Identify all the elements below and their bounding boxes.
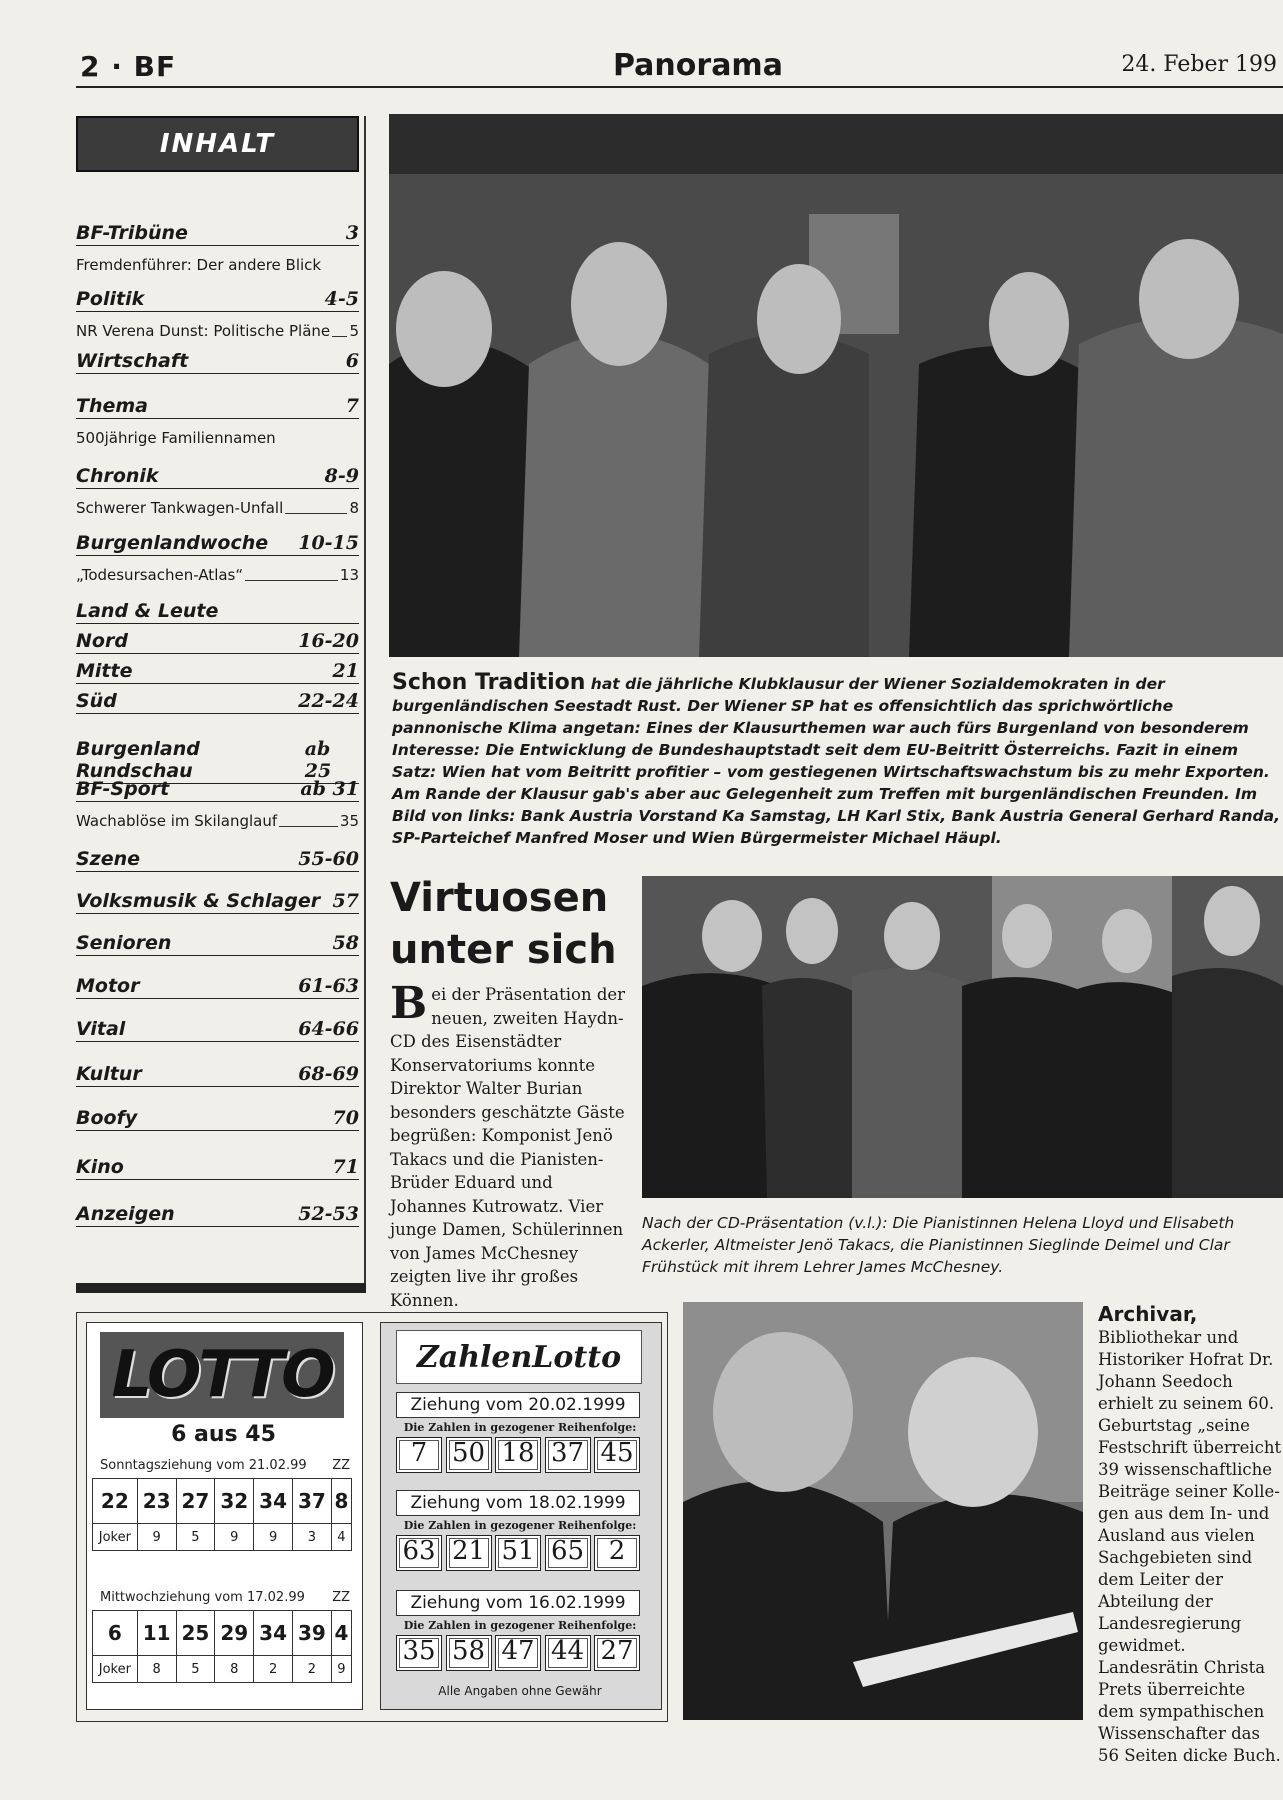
toc-subentry-label: Schwerer Tankwagen-Unfall xyxy=(76,499,284,517)
toc-entry-title: Kino xyxy=(76,1156,124,1178)
caption-cd-praesentation: Nach der CD-Präsentation (v.l.): Die Pianistinnen Helena Lloyd und Elisabeth Ackerler, Altmeister Jenö Takacs, die Pianistinnen Sieglinde Deimel und Clar Frühstück mit ihrem Lehrer James McChesney. xyxy=(642,1214,1235,1276)
toc-entry-title: Chronik xyxy=(76,465,159,487)
lotto-draw-table xyxy=(92,1478,352,1551)
toc-entry xyxy=(76,778,359,830)
toc-entry-page: 64-66 xyxy=(298,1018,359,1040)
toc-entry-page: 70 xyxy=(332,1107,359,1129)
toc-entry-title: Thema xyxy=(76,395,148,417)
toc-entry-heading xyxy=(76,288,359,312)
zl-number: 2 xyxy=(594,1535,640,1571)
toc-subentry-page: 5 xyxy=(349,322,359,340)
photo-group-of-men xyxy=(389,114,1283,657)
toc-entry-title: Burgenland Rundschau xyxy=(76,738,200,782)
photo-book-handover xyxy=(683,1302,1083,1720)
toc-entry-page: 57 xyxy=(332,890,359,912)
toc-entry-title: Motor xyxy=(76,975,140,997)
lotto-number: 22 xyxy=(93,1479,138,1524)
toc-entry xyxy=(76,690,359,714)
lotto-number: 34 xyxy=(254,1479,293,1524)
toc-leader-line xyxy=(285,513,347,514)
toc-entry xyxy=(76,932,359,956)
toc-entry-heading xyxy=(76,778,359,802)
photo-klubklausur xyxy=(389,114,1283,657)
toc-entry-heading xyxy=(76,532,359,556)
lotto-number: 27 xyxy=(176,1479,215,1524)
zl-number: 63 xyxy=(396,1535,442,1571)
toc-entry xyxy=(76,1107,359,1131)
toc-subentry-page: 8 xyxy=(349,499,359,517)
toc-entry-title: Land & Leute xyxy=(76,600,219,622)
toc-entry-heading xyxy=(76,1018,359,1042)
toc-entry-heading xyxy=(76,1107,359,1131)
toc-entry-title: Vital xyxy=(76,1018,126,1040)
toc-entry-title: Politik xyxy=(76,288,145,310)
photo-festschrift xyxy=(683,1302,1083,1720)
zl-number: 51 xyxy=(495,1535,541,1571)
toc-entry-page: 6 xyxy=(345,350,359,372)
zl-number: 44 xyxy=(545,1635,591,1671)
lotto-number: 39 xyxy=(293,1611,332,1656)
toc-entry-heading xyxy=(76,660,359,684)
toc-entry-title: Nord xyxy=(76,630,128,652)
zl-number-row xyxy=(396,1635,640,1671)
toc-subentry xyxy=(76,566,359,584)
toc-subentry-page: 13 xyxy=(339,566,359,584)
toc-entry-heading xyxy=(76,1203,359,1227)
joker-digit: 2 xyxy=(254,1656,293,1683)
toc-subentry xyxy=(76,429,359,447)
toc-entry-heading xyxy=(76,600,359,624)
toc-subentry-page: 35 xyxy=(339,812,359,830)
lotto-number: 32 xyxy=(215,1479,254,1524)
zl-number-row xyxy=(396,1535,640,1571)
toc-entry xyxy=(76,465,359,517)
zahlenlotto-logo: ZahlenLotto xyxy=(396,1330,642,1384)
toc-entry-page: 55-60 xyxy=(298,848,359,870)
toc-entry xyxy=(76,848,359,872)
toc-subentry xyxy=(76,322,359,340)
toc-entry-page: 68-69 xyxy=(298,1063,359,1085)
toc-entry-heading xyxy=(76,848,359,872)
lotto-number: 34 xyxy=(254,1611,293,1656)
joker-digit: 4 xyxy=(331,1524,351,1551)
toc-entry-title: BF-Tribüne xyxy=(76,222,188,244)
toc-entry-title: Süd xyxy=(76,690,117,712)
toc-entry-page: 10-15 xyxy=(298,532,359,554)
zl-draw-title: Ziehung vom 16.02.1999 xyxy=(396,1590,640,1616)
zl-draw-sub: Die Zahlen in gezogener Reihenfolge: xyxy=(403,1619,637,1632)
toc-entry xyxy=(76,600,359,624)
toc-subentry xyxy=(76,812,359,830)
toc-entry-heading xyxy=(76,932,359,956)
toc-entry-title: Kultur xyxy=(76,1063,142,1085)
lotto-draw-table xyxy=(92,1610,352,1683)
toc-entry-title: Szene xyxy=(76,848,141,870)
toc-entry xyxy=(76,975,359,999)
zl-draw-title: Ziehung vom 20.02.1999 xyxy=(396,1392,640,1418)
zl-number: 50 xyxy=(446,1437,492,1473)
toc-entry-page: 4-5 xyxy=(324,288,359,310)
joker-digit: 8 xyxy=(215,1656,254,1683)
toc-entry-heading xyxy=(76,465,359,489)
toc-bottom-bar xyxy=(76,1283,366,1293)
toc-subentry-label: Wachablöse im Skilanglauf xyxy=(76,812,278,830)
toc-entry-page: 22-24 xyxy=(298,690,359,712)
toc-entry xyxy=(76,288,359,340)
drop-cap: B xyxy=(390,978,428,1029)
toc-entry-page: 61-63 xyxy=(298,975,359,997)
joker-digit: 9 xyxy=(254,1524,293,1551)
toc-subentry-label: NR Verena Dunst: Politische Pläne xyxy=(76,322,331,340)
toc-entry xyxy=(76,395,359,447)
lotto-draw-label: Mittwochziehung vom 17.02.99 ZZ xyxy=(100,1590,350,1605)
toc-entry-page: 21 xyxy=(332,660,359,682)
zl-number: 58 xyxy=(446,1635,492,1671)
zl-number: 35 xyxy=(396,1635,442,1671)
joker-digit: 5 xyxy=(176,1524,215,1551)
zl-draw-sub: Die Zahlen in gezogener Reihenfolge: xyxy=(403,1519,637,1532)
toc-entry-page: 8-9 xyxy=(324,465,359,487)
joker-digit: 9 xyxy=(215,1524,254,1551)
archivar-article xyxy=(1098,1302,1283,1767)
lotto-subtitle: 6 aus 45 xyxy=(171,1422,276,1447)
toc-entry-title: Boofy xyxy=(76,1107,138,1129)
zl-number: 47 xyxy=(495,1635,541,1671)
toc-entry xyxy=(76,660,359,684)
zl-draw-title: Ziehung vom 18.02.1999 xyxy=(396,1490,640,1516)
toc-entry-page: ab 31 xyxy=(300,778,359,800)
toc-entry xyxy=(76,350,359,374)
joker-digit: 5 xyxy=(176,1656,215,1683)
lotto-number: 23 xyxy=(137,1479,176,1524)
toc-entry xyxy=(76,890,359,914)
zl-number: 37 xyxy=(545,1437,591,1473)
header-rule xyxy=(76,86,1283,88)
caption-text: hat die jährliche Klubklausur der Wiener Sozialdemokraten in der burgenländischen Seestadt Rust. Der Wiener SP hat es offensichtlich das sprichwörtliche pannonische Klima angetan: Eines der Klausurthemen war auch fürs Burgenland von besonderem Interesse: Die Entwicklung de Bundeshauptstadt seit dem EU-Beitritt Österreichs. Fazit in einem Satz: Wien hat vom Beitritt profitier – vom gestiegenen Wirtschaftswachstum bis zu mehr Exporten. Am Rande der Klausur gab's aber auc Gelegenheit zum Treffen mit burgenländischen Freunden. Im Bild von links: Bank Austria Vorstand Ka Samstag, LH Karl Stix, Bank Austria General Gerhard Randa, SP-Parteichef Manfred Moser und Wien Bürgermeister Michael Häupl. xyxy=(392,675,1280,847)
headline-line-2: unter sich xyxy=(390,927,617,973)
toc-entry-heading xyxy=(76,890,359,914)
joker-digit: 9 xyxy=(137,1524,176,1551)
toc-entry-heading xyxy=(76,1063,359,1087)
toc-subentry-label: „Todesursachen-Atlas“ xyxy=(76,566,244,584)
lotto-logo: LOTTO xyxy=(100,1332,344,1418)
toc-leader-line xyxy=(332,336,347,337)
archivar-text: Bibliothekar und Historiker Hofrat Dr. Johann Seedoch erhielt zu seinem 60. Geburtstag „seine Festschrift überreicht 39 wissenschaftliche Beiträge seiner Kollegen aus dem In- und Ausland aus vielen Sachgebieten sind dem Leiter der Abteilung der Landesregierung gewidmet. Landesrätin Christa Prets überreichte dem sympathischen Wissenschafter das 56 Seiten dicke Buch. xyxy=(1098,1328,1282,1765)
caption-klubklausur xyxy=(392,670,1282,849)
toc-entry-page: 52-53 xyxy=(298,1203,359,1225)
toc-entry-title: Burgenlandwoche xyxy=(76,532,269,554)
zl-number: 21 xyxy=(446,1535,492,1571)
photo-group-musicians xyxy=(642,876,1283,1198)
toc-entry xyxy=(76,1156,359,1180)
headline-line-1: Virtuosen xyxy=(390,875,609,921)
toc-entry-title: Anzeigen xyxy=(76,1203,175,1225)
article-text: ei der Präsentation der neuen, zweiten Haydn-CD des Eisenstädter Konservatoriums konnte Direktor Walter Burian besonders geschätzte Gäste begrüßen: Komponist Jenö Takacs und die Pianisten-Brüder Eduard und Johannes Kutrowatz. Vier junge Damen, Schülerinnen von James McChesney zeigten live ihr großes Können. xyxy=(390,985,626,1310)
table-of-contents xyxy=(76,116,359,172)
section-title: Panorama xyxy=(613,48,783,83)
joker-digit: 3 xyxy=(293,1524,332,1551)
toc-entry-page: 3 xyxy=(345,222,359,244)
lotto-number: 11 xyxy=(137,1611,176,1656)
zl-number: 18 xyxy=(495,1437,541,1473)
archivar-lead: Archivar, xyxy=(1098,1302,1198,1326)
toc-entry xyxy=(76,222,359,274)
toc-entry-heading xyxy=(76,350,359,374)
caption-lead: Schon Tradition xyxy=(392,670,586,695)
column-divider xyxy=(364,116,366,1292)
page-number-brand: 2 · BF xyxy=(80,50,177,83)
zl-number: 27 xyxy=(594,1635,640,1671)
toc-entry-heading xyxy=(76,222,359,246)
zl-number: 45 xyxy=(594,1437,640,1473)
toc-entry-page: 7 xyxy=(345,395,359,417)
toc-subentry-label: 500jährige Familiennamen xyxy=(76,429,276,447)
joker-digit: 8 xyxy=(137,1656,176,1683)
lotto-number: 6 xyxy=(93,1611,138,1656)
zl-disclaimer: Alle Angaben ohne Gewähr xyxy=(438,1684,602,1698)
toc-entry xyxy=(76,532,359,584)
lotto-number: 25 xyxy=(176,1611,215,1656)
lotto-draw-label: Sonntagsziehung vom 21.02.99 ZZ xyxy=(100,1458,350,1473)
toc-entry-heading xyxy=(76,975,359,999)
toc-entry xyxy=(76,1063,359,1087)
toc-entry-title: Wirtschaft xyxy=(76,350,189,372)
photo-cd-praesentation xyxy=(642,876,1283,1198)
article-headline xyxy=(390,872,630,976)
zl-number-row xyxy=(396,1437,640,1473)
toc-entry-title: Mitte xyxy=(76,660,133,682)
joker-label: Joker xyxy=(93,1656,138,1683)
lotto-zusatzzahl: 8 xyxy=(331,1479,351,1524)
lotto-number: 37 xyxy=(293,1479,332,1524)
toc-entry-heading xyxy=(76,1156,359,1180)
zl-draw-sub: Die Zahlen in gezogener Reihenfolge: xyxy=(403,1421,637,1434)
toc-leader-line xyxy=(245,580,338,581)
joker-digit: 2 xyxy=(293,1656,332,1683)
toc-banner: INHALT xyxy=(76,116,359,172)
toc-subentry xyxy=(76,256,359,274)
toc-entry xyxy=(76,630,359,654)
toc-entry-title: Volksmusik & Schlager xyxy=(76,890,321,912)
toc-entry-page: ab 25 xyxy=(304,738,332,782)
toc-entry-title: BF-Sport xyxy=(76,778,170,800)
joker-digit: 9 xyxy=(331,1656,351,1683)
toc-entry-page: 71 xyxy=(332,1156,359,1178)
toc-entry-heading xyxy=(76,630,359,654)
lotto-zusatzzahl: 4 xyxy=(331,1611,351,1656)
toc-entry xyxy=(76,1018,359,1042)
joker-label: Joker xyxy=(93,1524,138,1551)
lotto-number: 29 xyxy=(215,1611,254,1656)
zl-number: 65 xyxy=(545,1535,591,1571)
toc-entry-page: 16-20 xyxy=(298,630,359,652)
toc-entry-page: 58 xyxy=(332,932,359,954)
toc-entry xyxy=(76,1203,359,1227)
toc-subentry xyxy=(76,499,359,517)
article-body xyxy=(390,978,628,1312)
toc-leader-line xyxy=(279,826,338,827)
toc-subentry-label: Fremdenführer: Der andere Blick xyxy=(76,256,322,274)
issue-date: 24. Feber 199 xyxy=(1121,52,1277,77)
toc-entry-heading xyxy=(76,690,359,714)
toc-entry-heading xyxy=(76,395,359,419)
zl-number: 7 xyxy=(396,1437,442,1473)
toc-entry-title: Senioren xyxy=(76,932,172,954)
